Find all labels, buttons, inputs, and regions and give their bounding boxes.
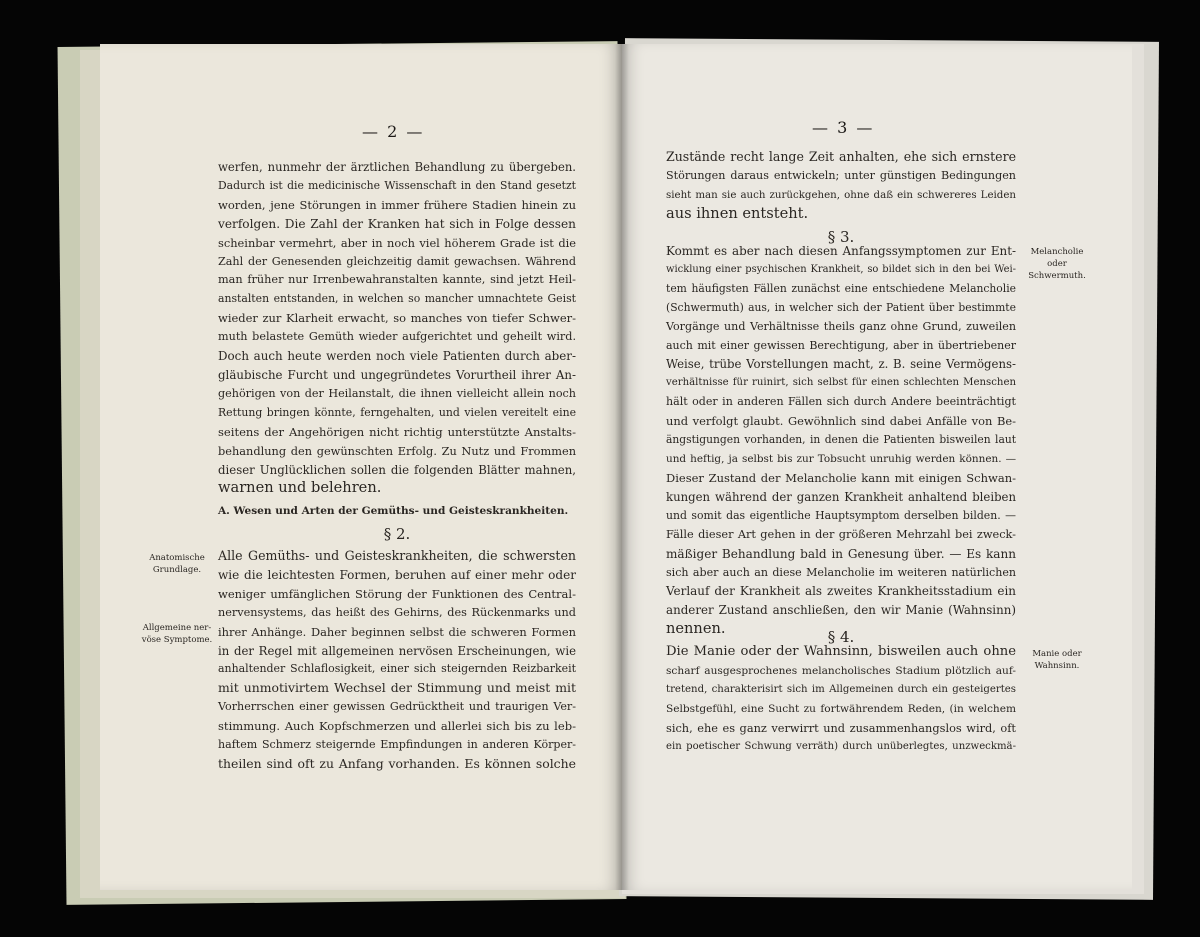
text-line: Rettung bringen könnte, ferngehalten, und vielen vereitelt eine bbox=[218, 405, 576, 419]
text-line: man früher nur Irrenbewahranstalten kannte, sind jetzt Heil- bbox=[218, 273, 576, 287]
text-line: mit unmotivirtem Wechsel der Stimmung und meist mit bbox=[218, 680, 576, 696]
text-line: ängstigungen vorhanden, in denen die Patienten bisweilen laut bbox=[666, 433, 1016, 447]
text-line: mäßiger Behandlung bald in Genesung über. — Es kann bbox=[666, 546, 1016, 561]
text-line: tretend, charakterisirt sich im Allgemeinen durch ein gesteigertes bbox=[666, 683, 1016, 695]
text-line: Fälle dieser Art gehen in der größeren Mehrzahl bei zweck- bbox=[666, 527, 1016, 541]
text-line: warnen und belehren. bbox=[218, 479, 382, 497]
text-line: anderer Zustand anschließen, den wir Manie (Wahnsinn) bbox=[666, 603, 1016, 618]
text-line: Selbstgefühl, eine Sucht zu fortwährendem Reden, (in welchem bbox=[666, 702, 1016, 715]
margin-note-manie: Manie oder Wahnsinn. bbox=[1032, 649, 1082, 671]
chapter-heading: A. Wesen und Arten der Gemüths- und Geisteskrankheiten. bbox=[218, 505, 569, 517]
text-line: tem häufigsten Fällen zunächst eine entschiedene Melancholie bbox=[666, 281, 1016, 295]
right-text-block-1 bbox=[666, 148, 1016, 224]
right-text-block-3 bbox=[666, 469, 1016, 639]
right-section-4: § 4. bbox=[827, 628, 855, 646]
text-line: Dadurch ist die medicinische Wissenschaft in den Stand gesetzt bbox=[218, 178, 576, 192]
text-line: kungen während der ganzen Krankheit anhaltend bleiben bbox=[666, 489, 1016, 504]
text-line: Zahl der Genesenden gleichzeitig damit gewachsen. Während bbox=[218, 254, 576, 268]
right-page bbox=[622, 44, 1132, 890]
text-line: Vorgänge und Verhältnisse theils ganz ohne Grund, zuweilen bbox=[666, 319, 1016, 333]
text-line: Alle Gemüths- und Geisteskrankheiten, die schwersten bbox=[218, 548, 576, 563]
margin-note-symptoms: Allgemeine ner- vöse Symptome. bbox=[141, 623, 213, 645]
text-line: anhaltender Schlaflosigkeit, einer sich steigernden Reizbarkeit bbox=[218, 662, 576, 676]
text-line: ihrer Anhänge. Daher beginnen selbst die schweren Formen bbox=[218, 624, 576, 639]
right-section-3: § 3. bbox=[827, 228, 855, 246]
text-line: werfen, nunmehr der ärztlichen Behandlung zu übergeben. bbox=[218, 160, 576, 174]
right-text-block-2 bbox=[666, 242, 1016, 469]
text-line: scharf ausgesprochenes melancholisches Stadium plötzlich auf- bbox=[666, 664, 1016, 677]
text-line: Vorherrschen einer gewissen Gedrücktheit und traurigen Ver- bbox=[218, 700, 576, 714]
left-page bbox=[100, 44, 622, 890]
text-line: sich, ehe es ganz verwirrt und zusammenhangslos wird, oft bbox=[666, 720, 1016, 735]
text-line: Zustände recht lange Zeit anhalten, ehe sich ernstere bbox=[666, 149, 1016, 164]
text-line: seitens der Angehörigen nicht richtig unterstützte Anstalts- bbox=[218, 424, 576, 439]
book-gutter bbox=[615, 44, 629, 890]
page-number: — 2 — bbox=[362, 122, 425, 141]
text-line: sich aber auch an diese Melancholie im weiteren natürlichen bbox=[666, 565, 1016, 579]
text-line: stimmung. Auch Kopfschmerzen und allerlei sich bis zu leb- bbox=[218, 719, 576, 734]
text-line: nervensystems, das heißt des Gehirns, des Rückenmarks und bbox=[218, 605, 576, 619]
left-heading-block bbox=[218, 502, 576, 547]
page-number: — 3 — bbox=[812, 118, 875, 137]
text-line: Kommt es aber nach diesen Anfangssymptomen zur Ent- bbox=[666, 244, 1016, 258]
text-line: theilen sind oft zu Anfang vorhanden. Es können solche bbox=[218, 755, 576, 771]
text-line: (Schwermuth) aus, in welcher sich der Patient über bestimmte bbox=[666, 300, 1016, 314]
text-line: hält oder in anderen Fällen sich durch Andere beeinträchtigt bbox=[666, 395, 1016, 409]
text-line: gläubische Furcht und ungegründetes Vorurtheil ihrer An- bbox=[218, 367, 576, 382]
text-line: und somit das eigentliche Hauptsymptom derselben bilden. — bbox=[666, 508, 1016, 522]
text-line: weniger umfänglichen Störung der Funktionen des Central- bbox=[218, 586, 576, 601]
text-line: wie die leichtesten Formen, beruhen auf einer mehr oder bbox=[218, 567, 576, 582]
text-line: Verlauf der Krankheit als zweites Krankheitsstadium ein bbox=[666, 584, 1016, 599]
text-line: und verfolgt glaubt. Gewöhnlich sind dabei Anfälle von Be- bbox=[666, 414, 1016, 429]
text-line: haftem Schmerz steigernde Empfindungen in anderen Körper- bbox=[218, 738, 576, 752]
text-line: auch mit einer gewissen Berechtigung, aber in übertriebener bbox=[666, 338, 1016, 352]
text-line: Störungen daraus entwickeln; unter günstigen Bedingungen bbox=[666, 168, 1016, 182]
right-text-block-4 bbox=[666, 643, 1016, 756]
text-line: verhältnisse für ruinirt, sich selbst für einen schlechten Menschen bbox=[666, 377, 1016, 389]
text-line: wieder zur Klarheit erwacht, so manches von tiefer Schwer- bbox=[218, 311, 576, 326]
left-text-block-1 bbox=[218, 158, 576, 498]
text-line: Dieser Zustand der Melancholie kann mit einigen Schwan- bbox=[666, 471, 1016, 485]
text-line: anstalten entstanden, in welchen so mancher umnachtete Geist bbox=[218, 292, 576, 306]
text-line: worden, jene Störungen in immer frühere Stadien hinein zu bbox=[218, 197, 576, 212]
text-line: verfolgen. Die Zahl der Kranken hat sich in Folge dessen bbox=[218, 216, 576, 231]
text-line: sieht man sie auch zurückgehen, ohne daß ein schwereres Leiden bbox=[666, 188, 1016, 201]
text-line: Weise, trübe Vorstellungen macht, z. B. seine Vermögens- bbox=[666, 357, 1016, 372]
text-line: scheinbar vermehrt, aber in noch viel höherem Grade ist die bbox=[218, 235, 576, 250]
text-line: behandlung den gewünschten Erfolg. Zu Nutz und Frommen bbox=[218, 443, 576, 458]
text-line: Doch auch heute werden noch viele Patienten durch aber- bbox=[218, 349, 576, 364]
text-line: ein poetischer Schwung verräth) durch unüberlegtes, unzweckmä- bbox=[666, 740, 1016, 752]
margin-note-melancholie: Melancholie oder Schwermuth. bbox=[1028, 247, 1086, 281]
margin-note-anatomy: Anatomische Grundlage. bbox=[149, 553, 205, 575]
text-line: dieser Unglücklichen sollen die folgenden Blätter mahnen, bbox=[218, 462, 576, 477]
text-line: gehörigen von der Heilanstalt, die ihnen vielleicht allein noch bbox=[218, 386, 576, 400]
text-line: nennen. bbox=[666, 620, 726, 638]
text-line: aus ihnen entsteht. bbox=[666, 204, 809, 222]
text-line: muth belastete Gemüth wieder aufgerichtet und geheilt wird. bbox=[218, 330, 576, 344]
text-line: in der Regel mit allgemeinen nervösen Erscheinungen, wie bbox=[218, 643, 576, 658]
text-line: und heftig, ja selbst bis zur Tobsucht unruhig werden können. — bbox=[666, 452, 1016, 465]
text-line: wicklung einer psychischen Krankheit, so bildet sich in den bei Wei- bbox=[666, 263, 1016, 275]
section-2-mark: § 2. bbox=[383, 524, 411, 543]
text-line: Die Manie oder der Wahnsinn, bisweilen auch ohne bbox=[666, 644, 1016, 659]
left-text-block-2 bbox=[218, 547, 576, 774]
